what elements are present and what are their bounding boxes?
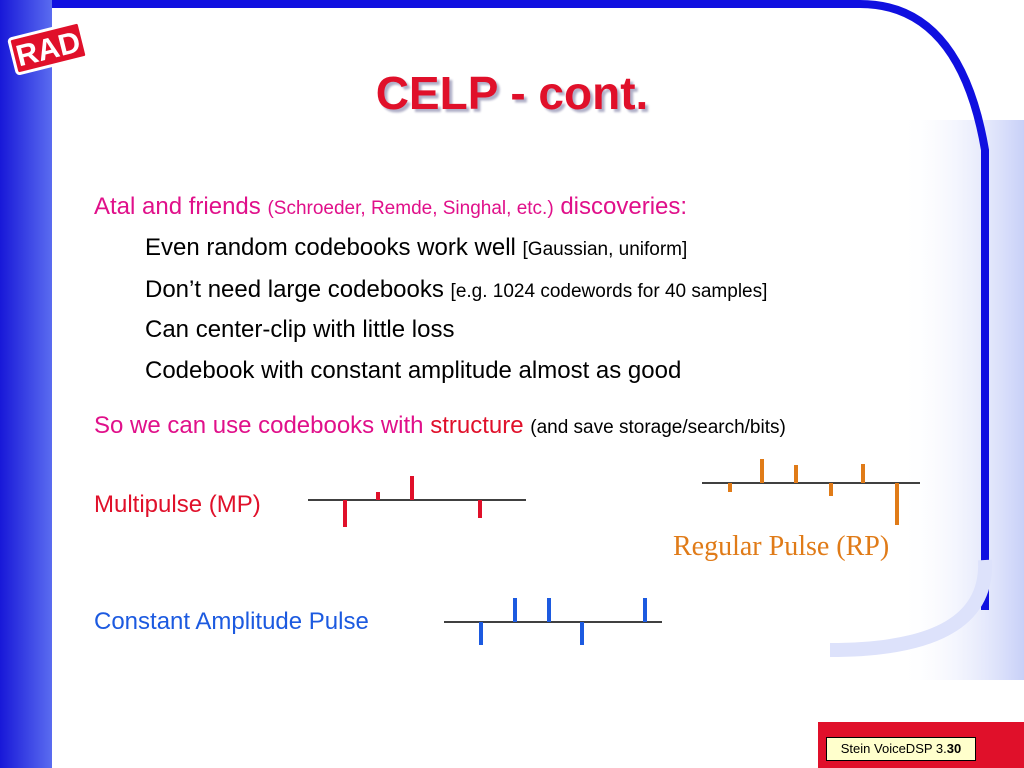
intro-tail: discoveries: — [560, 193, 688, 220]
bullet-item — [145, 234, 687, 262]
regular-pulse-diagram — [702, 459, 920, 525]
multipulse-label: Multipulse (MP) — [94, 491, 261, 518]
bullet-item — [145, 276, 767, 304]
bullet-text: Can center-clip with little loss — [145, 316, 455, 343]
bullet-item — [145, 357, 681, 385]
bullet-note: [e.g. 1024 codewords for 40 samples] — [450, 281, 768, 302]
intro-main: Atal and friends — [94, 193, 261, 220]
structure-highlight: structure — [430, 412, 524, 439]
bullet-text: Don’t need large codebooks — [145, 276, 444, 303]
footer-text: Stein VoiceDSP 3. — [840, 741, 947, 756]
bullet-note: [Gaussian, uniform] — [522, 239, 688, 260]
intro-paren: (Schroeder, Remde, Singhal, etc.) — [267, 198, 554, 219]
constant-amplitude-diagram — [444, 598, 662, 645]
bullet-text: Codebook with constant amplitude almost as good — [145, 357, 682, 384]
regular-pulse-label: Regular Pulse (RP) — [673, 531, 890, 562]
footer-page-number: 30 — [946, 741, 962, 756]
slide-title: CELP - cont. — [375, 67, 649, 119]
bullet-text: Even random codebooks work well — [145, 234, 516, 261]
structure-pre: So we can use codebooks with — [94, 412, 424, 439]
bullet-item — [145, 316, 454, 344]
structure-note: (and save storage/search/bits) — [530, 417, 786, 438]
slide-footer — [826, 737, 976, 761]
structure-line — [94, 412, 786, 440]
right-gradient — [900, 120, 1024, 680]
intro-line — [94, 193, 687, 221]
constant-amplitude-label: Constant Amplitude Pulse — [94, 608, 369, 635]
multipulse-diagram — [308, 476, 526, 527]
rad-logo-text: RAD — [12, 25, 84, 74]
